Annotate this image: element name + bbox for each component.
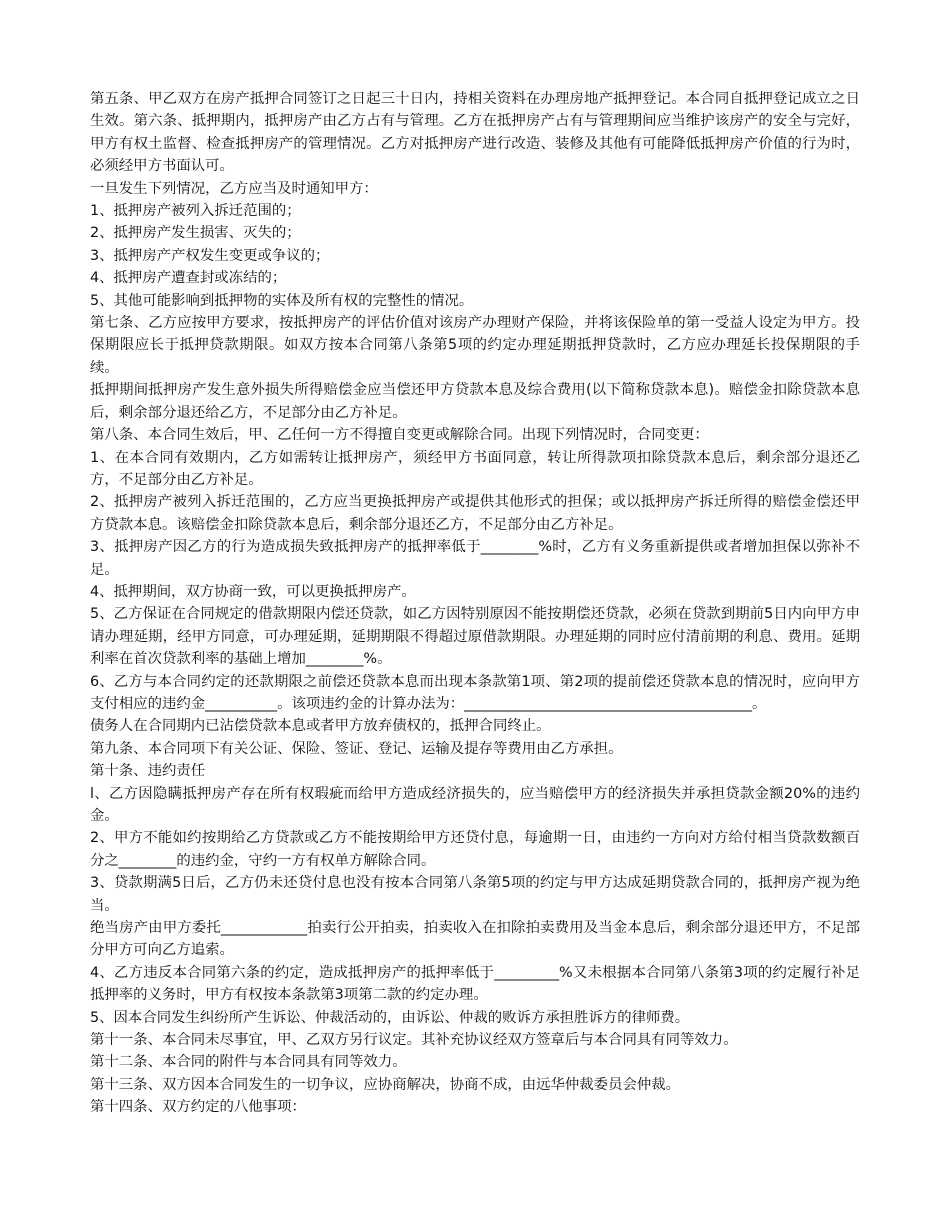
list-item: 4、抵押期间，双方协商一致，可以更换抵押房产。 bbox=[90, 583, 416, 600]
paragraph-article-10-heading: 第十条、违约责任 bbox=[90, 763, 206, 780]
list-item: 3、抵押房产产权发生变更或争议的； bbox=[90, 247, 330, 264]
list-item: 1、抵押房产被列入拆迁范围的； bbox=[90, 203, 301, 220]
paragraph-article-11: 第十一条、本合同未尽事宜，甲、乙双方另行议定。其补充协议经双方签章后与本合同具有同等效力。 bbox=[90, 1032, 738, 1049]
list-item: 1、在本合同有效期内，乙方如需转让抵押房产，须经甲方书面同意，转让所得款项扣除贷款本息后，剩余部分退还乙方，不足部分由乙方补足。 bbox=[90, 449, 860, 488]
paragraph-article-5-6: 第五条、甲乙双方在房产抵押合同签订之日起三十日内，持相关资料在办理房地产抵押登记。本合同自抵押登记成立之日生效。第六条、抵押期内，抵押房产由乙方占有与管理。乙方在抵押房产占有与管理期间应当维护该房产的安全与完好，甲方有权土监督、检查抵押房产的管理情况。乙方对抵押房产进行改造、装修及其他有可能降低抵押房产价值的行为时，必须经甲方书面认可。 bbox=[90, 91, 860, 175]
paragraph-compensation: 抵押期间抵押房产发生意外损失所得赔偿金应当偿还甲方贷款本息及综合费用(以下简称贷款本息)。赔偿金扣除贷款本息后，剩余部分退还给乙方，不足部分由乙方补足。 bbox=[90, 382, 860, 421]
paragraph-termination: 债务人在合同期内已沾偿贷款本息或者甲方放弃债权的，抵押合同终止。 bbox=[90, 718, 551, 735]
list-item: 4、乙方违反本合同第六条的约定，造成抵押房产的抵押率低于_________%又未根据本合同第八条第3项的约定履行补足抵押率的义务时，甲方有权按本条款第3项第二款的约定办理。 bbox=[90, 964, 860, 1004]
paragraph-article-13: 第十三条、双方因本合同发生的一切争议，应协商解决，协商不成，由远华仲裁委员会仲裁。 bbox=[90, 1076, 681, 1093]
list-item: 2、甲方不能如约按期给乙方贷款或乙方不能按期给甲方还贷付息，每逾期一日，由违约一方向对方给付相当贷款数额百分之________的违约金，守约一方有权单方解除合同。 bbox=[90, 830, 860, 869]
paragraph-article-14: 第十四条、双方约定的八他事项： bbox=[90, 1099, 306, 1116]
list-item: 5、乙方保证在合同规定的借款期限内偿还贷款，如乙方因特别原因不能按期偿还贷款，必须在贷款到期前5日内向甲方申请办理延期，经甲方同意，可办理延期，延期期限不得超过原借款期限。办理延期的同时应付清前期的利息、费用。延期利率在首次贷款利率的基础上增加________%。 bbox=[90, 606, 860, 668]
list-item: 5、因本合同发生纠纷所产生诉讼、仲裁活动的，由诉讼、仲裁的败诉方承担胜诉方的律师费。 bbox=[90, 1009, 690, 1026]
paragraph-article-9: 第九条、本合同项下有关公证、保险、签证、登记、运输及提存等费用由乙方承担。 bbox=[90, 740, 623, 757]
paragraph-auction: 绝当房产由甲方委托____________拍卖行公开拍卖，拍卖收入在扣除拍卖费用及当金本息后，剩余部分退还甲方，不足部分甲方可向乙方追索。 bbox=[90, 920, 860, 959]
list-item: 4、抵押房产遭查封或冻结的； bbox=[90, 270, 287, 287]
list-item: 3、贷款期满5日后，乙方仍未还贷付息也没有按本合同第八条第5项的约定与甲方达成延期贷款合同的，抵押房产视为绝当。 bbox=[90, 875, 860, 914]
list-item: 3、抵押房产因乙方的行为造成损失致抵押房产的抵押率低于________%时，乙方有义务重新提供或者增加担保以弥补不足。 bbox=[90, 539, 860, 578]
list-item: 6、乙方与本合同约定的还款期限之前偿还贷款本息而出现本条款第1项、第2项的提前偿还贷款本息的情况时，应向甲方支付相应的违约金__________。该项违约金的计算办法为：________________________________________。 bbox=[90, 673, 860, 712]
list-item: 2、抵押房产被列入拆迁范围的，乙方应当更换抵押房产或提供其他形式的担保；或以抵押房产拆迁所得的赔偿金偿还甲方贷款本息。该赔偿金扣除贷款本息后，剩余部分退还乙方，不足部分由乙方补足。 bbox=[90, 494, 860, 533]
paragraph-notify-intro: 一旦发生下列情况，乙方应当及时通知甲方： bbox=[90, 180, 378, 197]
list-item: l、乙方因隐瞒抵押房产存在所有权瑕疵而给甲方造成经济损失的，应当赔偿甲方的经济损失并承担贷款金额20%的违约金。 bbox=[90, 785, 860, 824]
list-item: 5、其他可能影响到抵押物的实体及所有权的完整性的情况。 bbox=[90, 292, 474, 309]
paragraph-article-8: 第八条、本合同生效后，甲、乙任何一方不得擅自变更或解除合同。出现下列情况时，合同变更： bbox=[90, 427, 709, 444]
paragraph-article-12: 第十二条、本合同的附件与本合同具有同等效力。 bbox=[90, 1054, 407, 1071]
list-item: 2、抵押房产发生损害、灭失的； bbox=[90, 225, 301, 242]
paragraph-article-7: 第七条、乙方应按甲方要求，按抵押房产的评估价值对该房产办理财产保险，并将该保险单的第一受益人设定为甲方。投保期限应长于抵押贷款期限。如双方按本合同第八条第5项的约定办理延期抵押贷款时，乙方应办理延长投保期限的手续。 bbox=[90, 315, 860, 376]
contract-document bbox=[90, 88, 860, 1119]
